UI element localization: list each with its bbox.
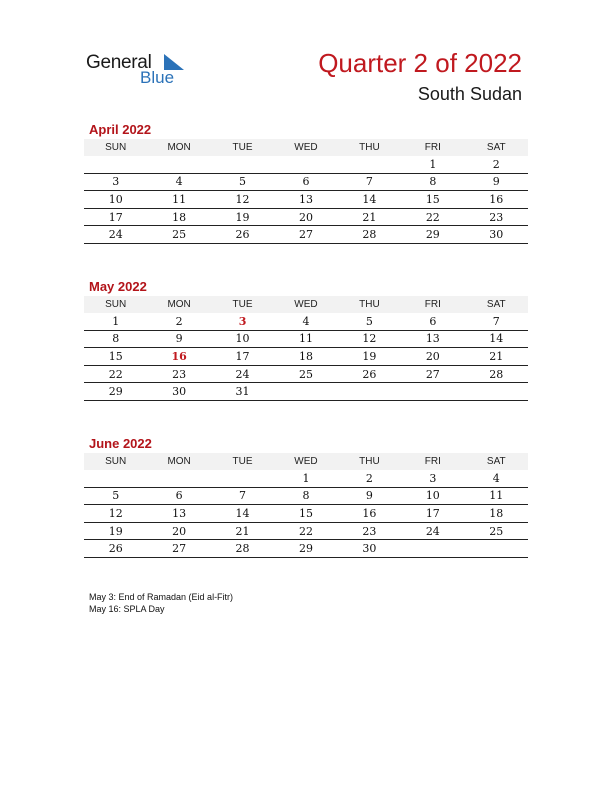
country-name: South Sudan (417, 84, 522, 104)
week-row (84, 330, 528, 348)
day-cell: 16 (338, 505, 401, 523)
day-cell: 18 (147, 208, 210, 226)
day-cell: 15 (84, 348, 147, 366)
day-cell: 24 (401, 522, 464, 540)
calendar-table (84, 453, 528, 558)
day-cell: 5 (338, 313, 401, 330)
week-row (84, 191, 528, 209)
day-cell: 17 (401, 505, 464, 523)
day-cell: 22 (84, 365, 147, 383)
day-cell: 3 (401, 470, 464, 487)
day-cell: 5 (211, 173, 274, 191)
day-cell: 7 (211, 487, 274, 505)
empty-cell (84, 156, 147, 173)
weekday-header: FRI (401, 296, 464, 313)
day-cell: 28 (211, 540, 274, 558)
week-row (84, 470, 528, 487)
month-may (84, 278, 528, 401)
logo (86, 52, 196, 92)
day-cell: 14 (211, 505, 274, 523)
day-cell: 28 (465, 365, 528, 383)
weekday-header: TUE (211, 139, 274, 156)
weekday-header: WED (274, 139, 337, 156)
day-cell: 8 (401, 173, 464, 191)
weekday-header: SAT (465, 453, 528, 470)
week-row (84, 226, 528, 244)
week-row (84, 505, 528, 523)
day-cell: 16 (147, 348, 210, 366)
empty-cell (274, 383, 337, 401)
day-cell: 22 (274, 522, 337, 540)
weekday-header: TUE (211, 453, 274, 470)
weekday-header: SUN (84, 139, 147, 156)
day-cell: 29 (274, 540, 337, 558)
holiday-note: May 3: End of Ramadan (Eid al-Fitr) (89, 592, 234, 602)
day-cell: 11 (274, 330, 337, 348)
day-cell: 7 (338, 173, 401, 191)
day-cell: 1 (274, 470, 337, 487)
day-cell: 27 (147, 540, 210, 558)
calendar-table (84, 296, 528, 401)
day-cell: 1 (84, 313, 147, 330)
day-cell: 24 (211, 365, 274, 383)
week-row (84, 208, 528, 226)
day-cell: 25 (274, 365, 337, 383)
day-cell: 9 (338, 487, 401, 505)
weekday-header: SUN (84, 296, 147, 313)
day-cell: 21 (211, 522, 274, 540)
empty-cell (338, 383, 401, 401)
day-cell: 20 (274, 208, 337, 226)
day-cell: 24 (84, 226, 147, 244)
weekday-header: THU (338, 296, 401, 313)
weekday-header: MON (147, 453, 210, 470)
day-cell: 26 (211, 226, 274, 244)
empty-cell (338, 156, 401, 173)
holiday-note: May 16: SPLA Day (89, 604, 165, 614)
holiday-notes (89, 591, 233, 615)
day-cell: 13 (147, 505, 210, 523)
logo-blue-text: Blue (140, 68, 175, 87)
month-june (84, 435, 528, 558)
empty-cell (274, 156, 337, 173)
day-cell: 25 (147, 226, 210, 244)
empty-cell (401, 383, 464, 401)
day-cell: 13 (401, 330, 464, 348)
day-cell: 3 (84, 173, 147, 191)
empty-cell (401, 540, 464, 558)
day-cell: 6 (147, 487, 210, 505)
day-cell: 14 (338, 191, 401, 209)
empty-cell (147, 156, 210, 173)
day-cell: 27 (401, 365, 464, 383)
weekday-header: FRI (401, 139, 464, 156)
day-cell: 30 (147, 383, 210, 401)
week-row (84, 487, 528, 505)
day-cell: 12 (211, 191, 274, 209)
day-cell: 2 (338, 470, 401, 487)
weekday-header: SUN (84, 453, 147, 470)
day-cell: 28 (338, 226, 401, 244)
empty-cell (147, 470, 210, 487)
day-cell: 21 (338, 208, 401, 226)
day-cell: 29 (401, 226, 464, 244)
day-cell: 1 (401, 156, 464, 173)
day-cell: 30 (465, 226, 528, 244)
day-cell: 2 (147, 313, 210, 330)
day-cell: 10 (401, 487, 464, 505)
week-row (84, 156, 528, 173)
empty-cell (465, 540, 528, 558)
weekday-header: WED (274, 453, 337, 470)
week-row (84, 383, 528, 401)
day-cell: 10 (84, 191, 147, 209)
day-cell: 9 (147, 330, 210, 348)
month-title: May 2022 (89, 279, 147, 294)
day-cell: 23 (338, 522, 401, 540)
day-cell: 29 (84, 383, 147, 401)
week-row (84, 365, 528, 383)
day-cell: 15 (274, 505, 337, 523)
page-title: Quarter 2 of 2022 (318, 48, 522, 78)
day-cell: 13 (274, 191, 337, 209)
day-cell: 12 (338, 330, 401, 348)
weekday-header: WED (274, 296, 337, 313)
day-cell: 3 (211, 313, 274, 330)
empty-cell (211, 470, 274, 487)
logo-general-text: General (86, 52, 152, 73)
empty-cell (465, 383, 528, 401)
empty-cell (211, 156, 274, 173)
day-cell: 11 (147, 191, 210, 209)
empty-cell (84, 470, 147, 487)
day-cell: 20 (147, 522, 210, 540)
day-cell: 26 (338, 365, 401, 383)
weekday-header: SAT (465, 296, 528, 313)
day-cell: 4 (274, 313, 337, 330)
day-cell: 2 (465, 156, 528, 173)
day-cell: 21 (465, 348, 528, 366)
week-row (84, 173, 528, 191)
day-cell: 22 (401, 208, 464, 226)
day-cell: 18 (274, 348, 337, 366)
day-cell: 5 (84, 487, 147, 505)
day-cell: 25 (465, 522, 528, 540)
day-cell: 12 (84, 505, 147, 523)
weekday-header: SAT (465, 139, 528, 156)
day-cell: 19 (84, 522, 147, 540)
day-cell: 4 (147, 173, 210, 191)
day-cell: 18 (465, 505, 528, 523)
week-row (84, 522, 528, 540)
day-cell: 10 (211, 330, 274, 348)
weekday-header: MON (147, 139, 210, 156)
day-cell: 23 (147, 365, 210, 383)
day-cell: 26 (84, 540, 147, 558)
day-cell: 15 (401, 191, 464, 209)
month-april (84, 121, 528, 244)
month-title: April 2022 (89, 122, 152, 137)
week-row (84, 313, 528, 330)
day-cell: 27 (274, 226, 337, 244)
weekday-header: TUE (211, 296, 274, 313)
calendar-table (84, 139, 528, 244)
weekday-header: FRI (401, 453, 464, 470)
week-row (84, 348, 528, 366)
weekday-header: MON (147, 296, 210, 313)
week-row (84, 540, 528, 558)
weekday-header: THU (338, 139, 401, 156)
month-title: June 2022 (89, 436, 152, 451)
day-cell: 4 (465, 470, 528, 487)
day-cell: 16 (465, 191, 528, 209)
day-cell: 31 (211, 383, 274, 401)
day-cell: 30 (338, 540, 401, 558)
day-cell: 20 (401, 348, 464, 366)
day-cell: 14 (465, 330, 528, 348)
day-cell: 17 (211, 348, 274, 366)
day-cell: 6 (401, 313, 464, 330)
day-cell: 11 (465, 487, 528, 505)
day-cell: 19 (211, 208, 274, 226)
day-cell: 6 (274, 173, 337, 191)
day-cell: 8 (84, 330, 147, 348)
day-cell: 23 (465, 208, 528, 226)
weekday-header: THU (338, 453, 401, 470)
day-cell: 17 (84, 208, 147, 226)
day-cell: 19 (338, 348, 401, 366)
day-cell: 7 (465, 313, 528, 330)
day-cell: 8 (274, 487, 337, 505)
day-cell: 9 (465, 173, 528, 191)
